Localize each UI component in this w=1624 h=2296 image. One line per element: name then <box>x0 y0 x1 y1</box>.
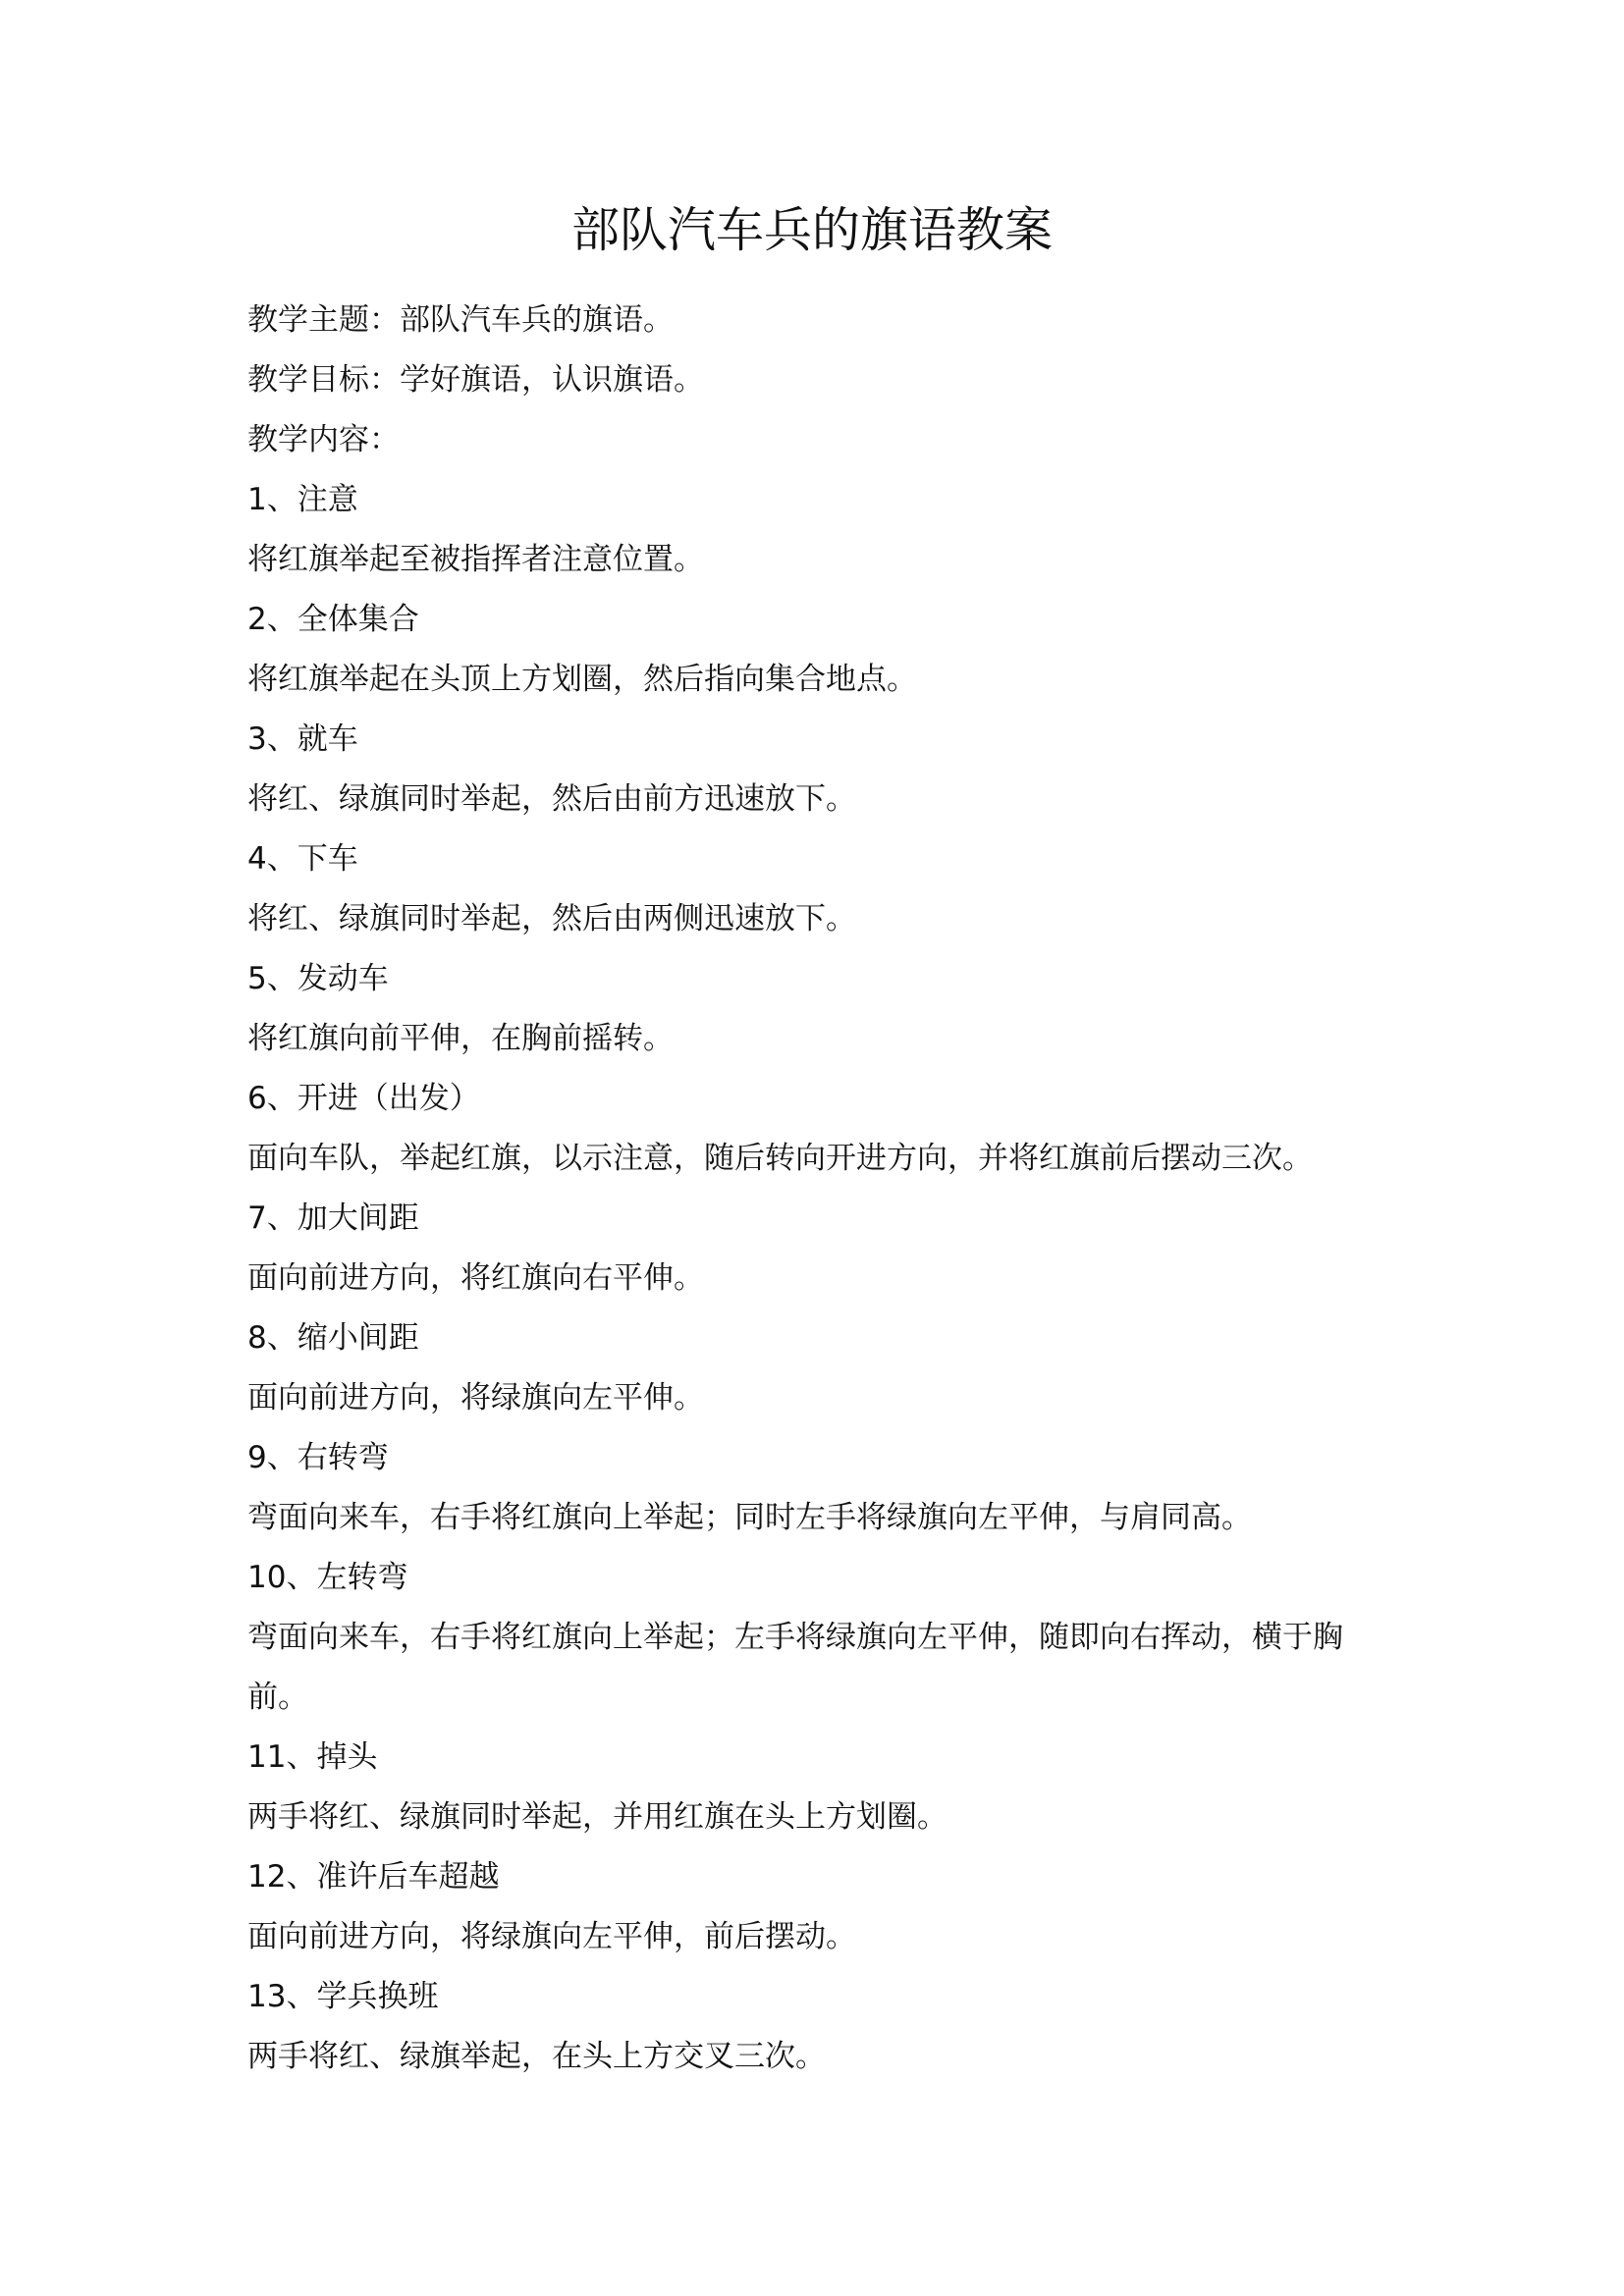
item-heading: 10、左转弯 <box>247 1560 408 1595</box>
item-heading: 4、下车 <box>247 841 358 877</box>
item-text: 将红、绿旗同时举起，然后由前方迅速放下。 <box>247 781 856 817</box>
item-text: 面向前进方向，将绿旗向左平伸。 <box>247 1380 704 1415</box>
item-heading: 13、学兵换班 <box>247 1979 439 2014</box>
item-text: 弯面向来车，右手将红旗向上举起；左手将绿旗向左平伸，随即向右挥动，横于胸前。 <box>247 1620 1343 1715</box>
item-heading: 9、右转弯 <box>247 1440 389 1475</box>
item-text: 面向前进方向，将红旗向右平伸。 <box>247 1260 704 1296</box>
item-heading: 11、掉头 <box>247 1739 378 1775</box>
item-heading: 2、全体集合 <box>247 602 419 637</box>
document-title: 部队汽车兵的旗语教案 <box>570 202 1053 258</box>
teaching-theme: 教学主题：部队汽车兵的旗语。 <box>247 302 674 338</box>
item-heading: 7、加大间距 <box>247 1201 419 1236</box>
item-text: 面向前进方向，将绿旗向左平伸，前后摆动。 <box>247 1919 856 1954</box>
teaching-content-label: 教学内容： <box>247 422 400 457</box>
item-text: 将红旗向前平伸，在胸前摇转。 <box>247 1021 674 1056</box>
item-text: 将红旗举起至被指挥者注意位置。 <box>247 542 704 577</box>
teaching-goal: 教学目标：学好旗语，认识旗语。 <box>247 362 704 398</box>
item-heading: 8、缩小间距 <box>247 1320 419 1356</box>
item-heading: 1、注意 <box>247 482 358 517</box>
item-text: 将红、绿旗同时举起，然后由两侧迅速放下。 <box>247 901 856 936</box>
item-text: 两手将红、绿旗举起，在头上方交叉三次。 <box>247 2039 826 2074</box>
item-text: 两手将红、绿旗同时举起，并用红旗在头上方划圈。 <box>247 1799 947 1835</box>
item-heading: 6、开进（出发） <box>247 1081 480 1116</box>
document-body <box>247 291 1386 2087</box>
item-heading: 3、就车 <box>247 721 358 757</box>
item-text: 弯面向来车，右手将红旗向上举起；同时左手将绿旗向左平伸，与肩同高。 <box>247 1500 1252 1535</box>
item-text: 将红旗举起在头顶上方划圈，然后指向集合地点。 <box>247 662 917 697</box>
item-text: 面向车队，举起红旗，以示注意，随后转向开进方向，并将红旗前后摆动三次。 <box>247 1141 1313 1176</box>
item-heading: 12、准许后车超越 <box>247 1859 500 1895</box>
item-heading: 5、发动车 <box>247 961 389 996</box>
